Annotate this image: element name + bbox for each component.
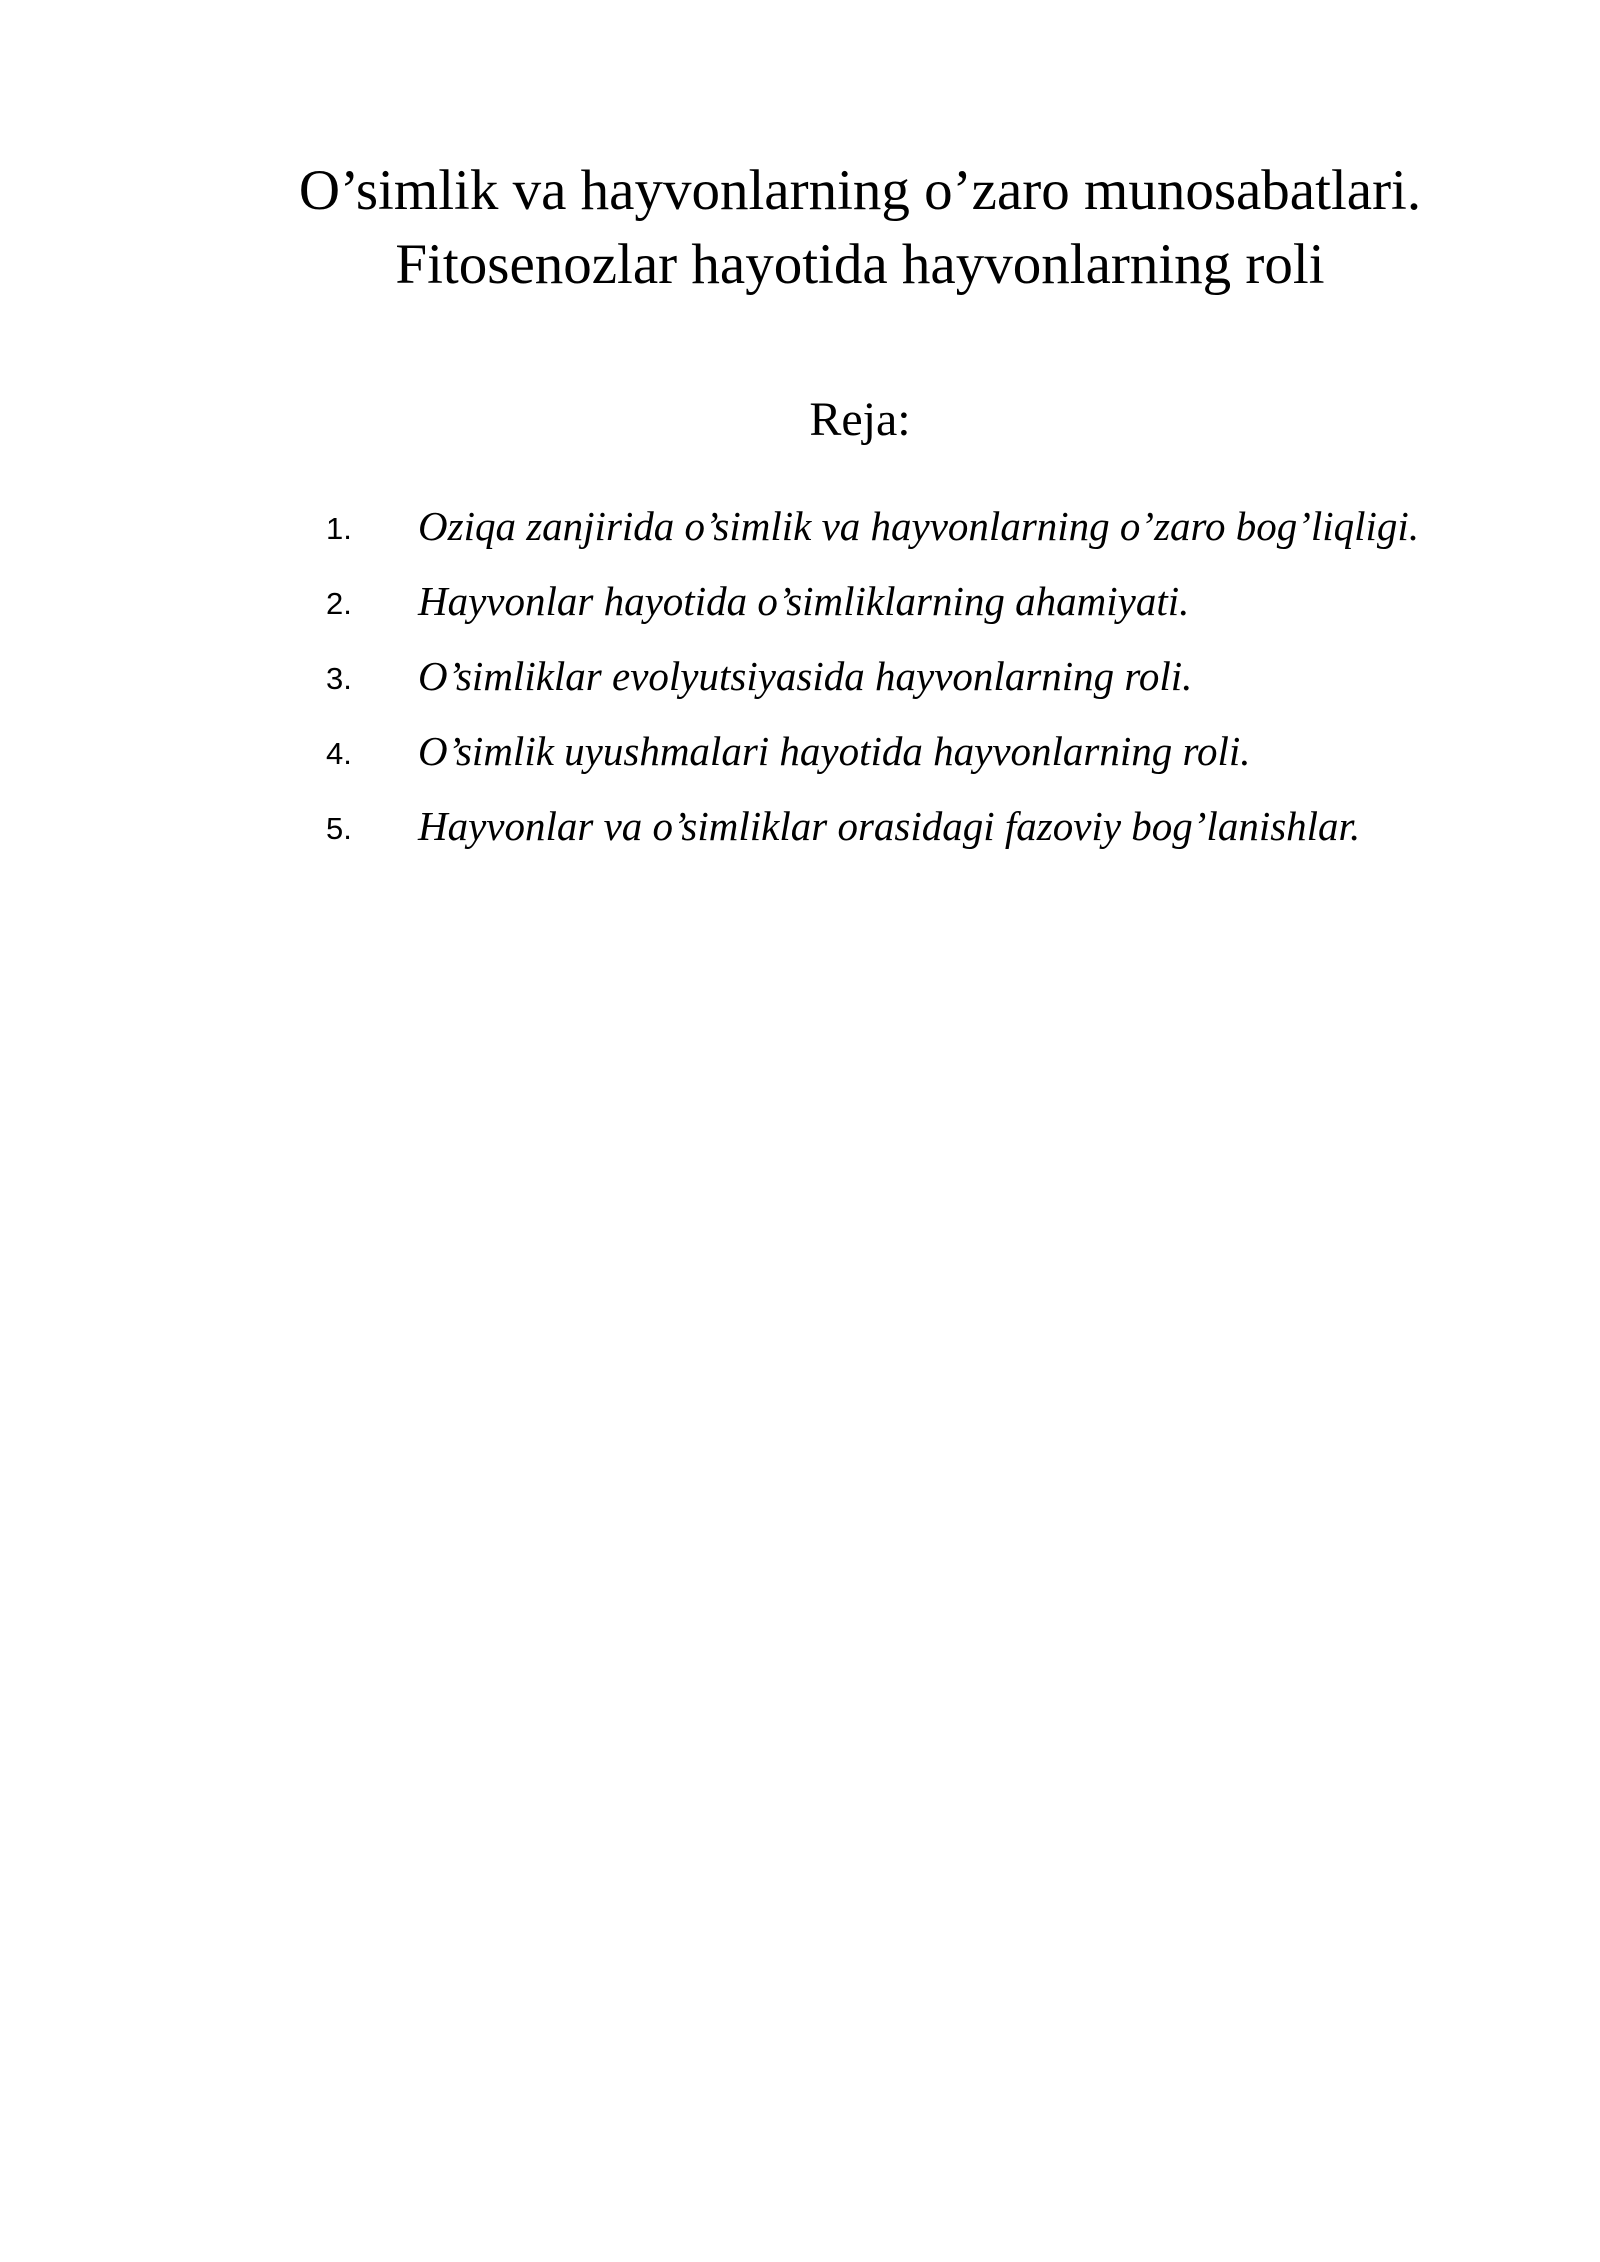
- plan-item: [0, 797, 1600, 857]
- plan-item-number: 4.: [326, 736, 352, 771]
- plan-item: [0, 497, 1600, 557]
- title-line-1: O’simlik va hayvonlarning o’zaro munosabatlari.: [298, 159, 1422, 222]
- plan-item-text: O’simliklar evolyutsiyasida hayvonlarning roli.: [418, 653, 1193, 699]
- plan-item-number: 1.: [326, 511, 352, 546]
- plan-item-text: O’simlik uyushmalari hayotida hayvonlarning roli.: [418, 728, 1251, 774]
- plan-item-number: 2.: [326, 586, 352, 621]
- plan-list: [0, 0, 1600, 900]
- plan-item-text: Hayvonlar va o’simliklar orasidagi fazoviy bog’lanishlar.: [418, 803, 1361, 849]
- plan-item-text: Hayvonlar hayotida o’simliklarning ahamiyati.: [418, 578, 1190, 624]
- plan-item-text: Oziqa zanjirida o’simlik va hayvonlarning o’zaro bog’liqligi.: [418, 503, 1420, 549]
- plan-heading: Reja:: [809, 393, 911, 446]
- plan-item-number: 5.: [326, 811, 352, 846]
- plan-item: [0, 722, 1600, 782]
- plan-item-number: 3.: [326, 661, 352, 696]
- title-line-2: Fitosenozlar hayotida hayvonlarning roli: [395, 233, 1325, 296]
- plan-item: [0, 572, 1600, 632]
- plan-item: [0, 647, 1600, 707]
